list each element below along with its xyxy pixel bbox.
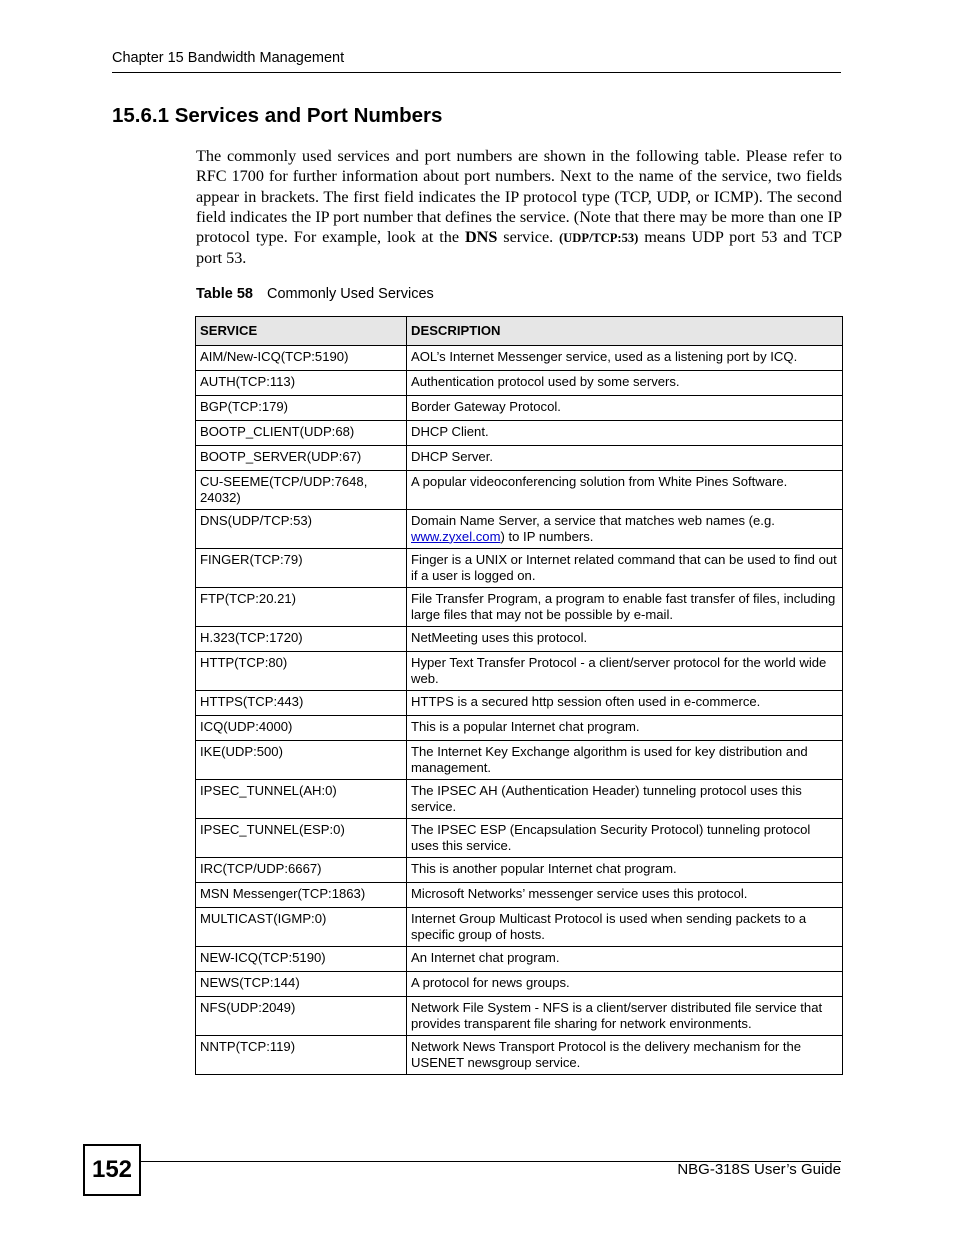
description-cell: DHCP Server.: [407, 446, 843, 471]
description-cell: NetMeeting uses this protocol.: [407, 627, 843, 652]
description-cell: HTTPS is a secured http session often used in e-commerce.: [407, 691, 843, 716]
description-cell: Finger is a UNIX or Internet related command that can be used to find out if a user is logged on.: [407, 549, 843, 588]
table-caption: [196, 286, 434, 302]
section-heading: 15.6.1 Services and Port Numbers: [112, 104, 443, 127]
description-cell: Internet Group Multicast Protocol is used when sending packets to a specific group of hosts.: [407, 908, 843, 947]
service-cell: DNS(UDP/TCP:53): [196, 510, 407, 549]
guide-name: NBG-318S User’s Guide: [677, 1161, 841, 1178]
service-cell: FINGER(TCP:79): [196, 549, 407, 588]
page-number: 152: [83, 1144, 141, 1196]
chapter-title: Chapter 15 Bandwidth Management: [112, 50, 345, 66]
table-row: [196, 396, 843, 421]
table-row: [196, 819, 843, 858]
table-row: [196, 780, 843, 819]
service-cell: MULTICAST(IGMP:0): [196, 908, 407, 947]
service-cell: IPSEC_TUNNEL(AH:0): [196, 780, 407, 819]
table-row: [196, 549, 843, 588]
table-row: [196, 421, 843, 446]
table-row: [196, 883, 843, 908]
description-cell: The IPSEC ESP (Encapsulation Security Protocol) tunneling protocol uses this service.: [407, 819, 843, 858]
table-row: [196, 510, 843, 549]
table-row: [196, 346, 843, 371]
description-cell: A popular videoconferencing solution from White Pines Software.: [407, 471, 843, 510]
service-cell: BOOTP_CLIENT(UDP:68): [196, 421, 407, 446]
service-cell: AUTH(TCP:113): [196, 371, 407, 396]
services-table: [195, 316, 843, 1075]
description-cell: DHCP Client.: [407, 421, 843, 446]
service-cell: NFS(UDP:2049): [196, 997, 407, 1036]
service-cell: ICQ(UDP:4000): [196, 716, 407, 741]
table-row: [196, 471, 843, 510]
table-row: [196, 691, 843, 716]
service-cell: AIM/New-ICQ(TCP:5190): [196, 346, 407, 371]
column-header-description: DESCRIPTION: [407, 317, 843, 346]
service-cell: H.323(TCP:1720): [196, 627, 407, 652]
description-cell: AOL’s Internet Messenger service, used as a listening port by ICQ.: [407, 346, 843, 371]
description-cell: The Internet Key Exchange algorithm is used for key distribution and management.: [407, 741, 843, 780]
table-row: [196, 716, 843, 741]
description-cell: Network News Transport Protocol is the delivery mechanism for the USENET newsgroup service.: [407, 1036, 843, 1075]
service-cell: HTTPS(TCP:443): [196, 691, 407, 716]
table-row: [196, 997, 843, 1036]
service-cell: NEWS(TCP:144): [196, 972, 407, 997]
table-row: [196, 947, 843, 972]
description-cell: Network File System - NFS is a client/server distributed file service that provides transparent file sharing for network environments.: [407, 997, 843, 1036]
service-cell: IRC(TCP/UDP:6667): [196, 858, 407, 883]
table-row: [196, 741, 843, 780]
table-row: [196, 1036, 843, 1075]
table-caption-title: Commonly Used Services: [266, 286, 434, 302]
column-header-service: SERVICE: [196, 317, 407, 346]
table-row: [196, 627, 843, 652]
table-row: [196, 972, 843, 997]
service-cell: BOOTP_SERVER(UDP:67): [196, 446, 407, 471]
table-row: [196, 588, 843, 627]
description-cell: Authentication protocol used by some servers.: [407, 371, 843, 396]
service-cell: CU-SEEME(TCP/UDP:7648, 24032): [196, 471, 407, 510]
description-text: ) to IP numbers.: [500, 528, 594, 544]
table-row: [196, 371, 843, 396]
description-cell: File Transfer Program, a program to enable fast transfer of files, including large files that may not be possible by e-mail.: [407, 588, 843, 627]
description-cell: Hyper Text Transfer Protocol - a client/server protocol for the world wide web.: [407, 652, 843, 691]
service-cell: MSN Messenger(TCP:1863): [196, 883, 407, 908]
table-row: [196, 858, 843, 883]
table-row: [196, 652, 843, 691]
table-row: [196, 908, 843, 947]
service-cell: NNTP(TCP:119): [196, 1036, 407, 1075]
zyxel-link[interactable]: www.zyxel.com: [411, 528, 501, 544]
intro-text-1: The commonly used services and port numbers are shown in the following table. Please refer to RFC 1700 for further information about port numbers. Next to the name of the service, two fields appear in brackets. The first field indicates the IP protocol type (TCP, UDP, or ICMP). The second field indicates the IP port number that defines the service. (Note that there may be more than one IP protocol type. For example, look at the: [196, 147, 842, 247]
description-cell: [407, 510, 843, 549]
description-cell: The IPSEC AH (Authentication Header) tunneling protocol uses this service.: [407, 780, 843, 819]
description-cell: This is a popular Internet chat program.: [407, 716, 843, 741]
description-cell: Border Gateway Protocol.: [407, 396, 843, 421]
table-row: [196, 446, 843, 471]
service-cell: BGP(TCP:179): [196, 396, 407, 421]
service-cell: IKE(UDP:500): [196, 741, 407, 780]
intro-paragraph: [196, 146, 842, 269]
table-caption-label: Table 58: [196, 286, 253, 302]
description-text: Domain Name Server, a service that matches web names (e.g.: [411, 513, 775, 528]
description-cell: Microsoft Networks’ messenger service uses this protocol.: [407, 883, 843, 908]
service-cell: FTP(TCP:20.21): [196, 588, 407, 627]
description-cell: An Internet chat program.: [407, 947, 843, 972]
service-cell: IPSEC_TUNNEL(ESP:0): [196, 819, 407, 858]
intro-text-3: means UDP port 53 and TCP port 53.: [196, 228, 843, 268]
intro-text-2: service.: [497, 228, 560, 247]
intro-bold-dns: DNS: [464, 228, 498, 247]
service-cell: HTTP(TCP:80): [196, 652, 407, 691]
running-header: [112, 50, 841, 73]
description-cell: A protocol for news groups.: [407, 972, 843, 997]
service-cell: NEW-ICQ(TCP:5190): [196, 947, 407, 972]
intro-code: (UDP/TCP:53): [559, 231, 639, 246]
table-header-row: [196, 317, 843, 346]
description-cell: This is another popular Internet chat program.: [407, 858, 843, 883]
